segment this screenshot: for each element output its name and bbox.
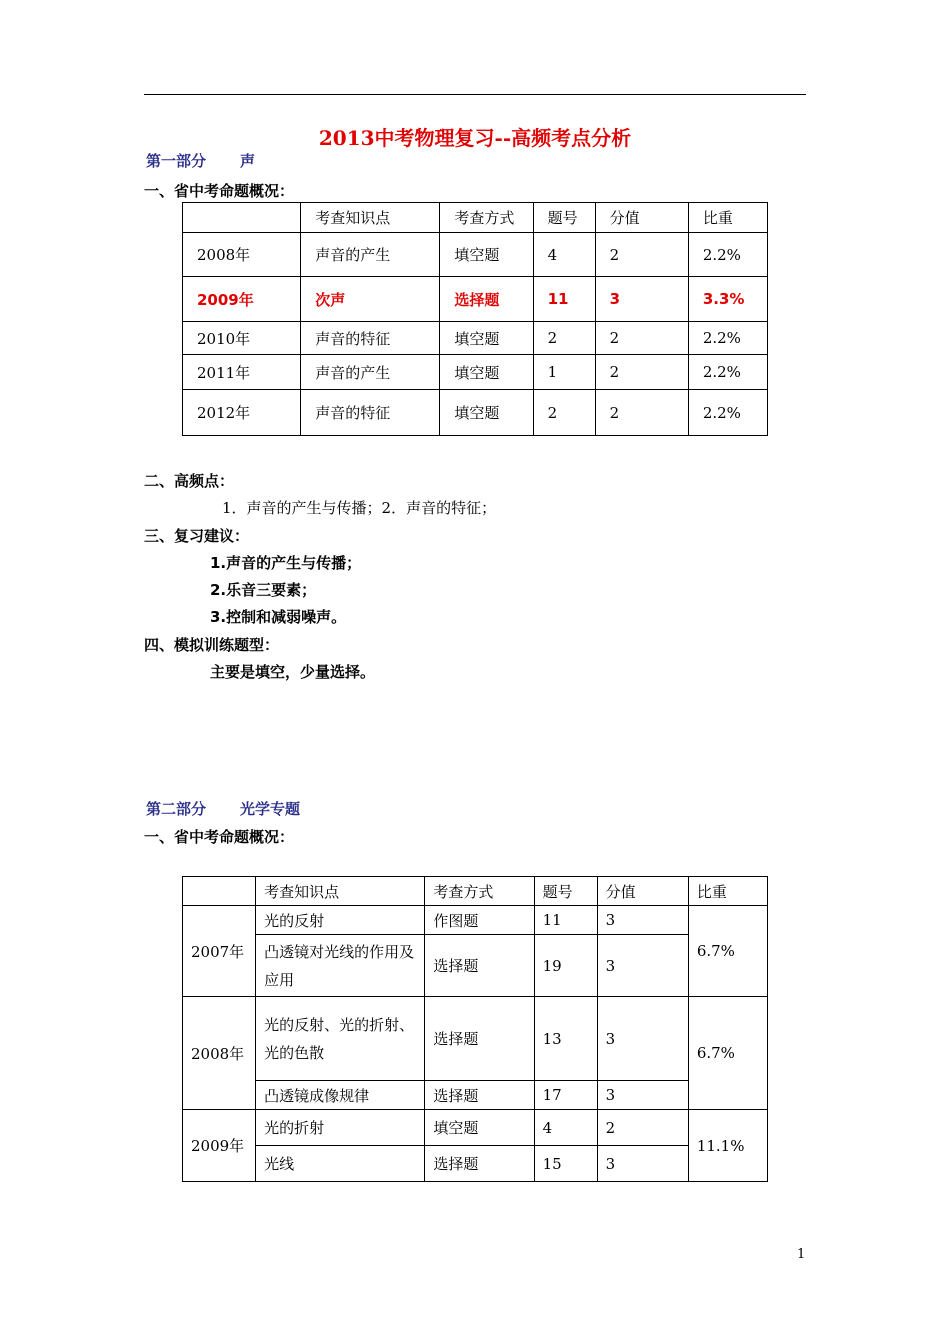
table-year-cell: 2008年 bbox=[183, 997, 256, 1110]
table-header-row bbox=[183, 877, 768, 906]
table-cell: 4 bbox=[534, 1110, 597, 1146]
table-cell: 19 bbox=[534, 935, 597, 997]
header-rule bbox=[144, 94, 806, 95]
part1-section2-heading: 二、高频点： bbox=[144, 472, 235, 490]
table-cell: 2.2% bbox=[688, 322, 767, 355]
table-cell: 填空题 bbox=[425, 1110, 534, 1146]
part1-section4-text: 主要是填空，少量选择。 bbox=[210, 663, 376, 681]
table-year-cell: 2009年 bbox=[183, 1110, 256, 1182]
table-cell: 声音的特征 bbox=[301, 390, 440, 436]
table-header-cell: 比重 bbox=[688, 877, 767, 906]
table-cell: 光线 bbox=[256, 1146, 425, 1182]
table-cell: 填空题 bbox=[440, 390, 533, 436]
table-cell: 3 bbox=[597, 935, 688, 997]
table-row bbox=[183, 390, 768, 436]
table-header-cell: 考查方式 bbox=[425, 877, 534, 906]
table-header-cell: 比重 bbox=[688, 203, 767, 233]
table-cell: 2008年 bbox=[183, 233, 301, 277]
table-cell: 1 bbox=[533, 355, 595, 390]
part2-heading-left: 第二部分 bbox=[146, 800, 207, 818]
table-cell: 2 bbox=[597, 1110, 688, 1146]
table-cell: 2012年 bbox=[183, 390, 301, 436]
table-cell: 2 bbox=[595, 390, 688, 436]
table-weight-cell: 6.7% bbox=[688, 997, 767, 1110]
page-title: 2013中考物理复习--高频考点分析 bbox=[318, 126, 632, 150]
table-cell: 11 bbox=[534, 906, 597, 935]
table-cell: 2010年 bbox=[183, 322, 301, 355]
table-cell: 次声 bbox=[301, 277, 440, 322]
table-cell: 3.3% bbox=[688, 277, 767, 322]
table-cell: 选择题 bbox=[425, 1146, 534, 1182]
table-cell: 2.2% bbox=[688, 233, 767, 277]
part1-section2-text: 1．声音的产生与传播；2．声音的特征； bbox=[222, 499, 497, 517]
table-row bbox=[183, 935, 768, 997]
table-row bbox=[183, 906, 768, 935]
table-row bbox=[183, 355, 768, 390]
table-weight-cell: 6.7% bbox=[688, 906, 767, 997]
part1-suggestion-item: 1.声音的产生与传播； bbox=[210, 554, 362, 572]
part1-section4-heading: 四、模拟训练题型： bbox=[144, 636, 280, 654]
table-year-cell: 2007年 bbox=[183, 906, 256, 997]
table-header-cell: 考查方式 bbox=[440, 203, 533, 233]
table-cell: 2 bbox=[595, 355, 688, 390]
table-cell: 声音的产生 bbox=[301, 355, 440, 390]
table-cell: 15 bbox=[534, 1146, 597, 1182]
table-row bbox=[183, 1146, 768, 1182]
table-row-highlighted bbox=[183, 277, 768, 322]
table-cell: 2 bbox=[533, 390, 595, 436]
part1-heading bbox=[146, 150, 255, 171]
table-cell: 选择题 bbox=[425, 1081, 534, 1110]
part1-heading-left: 第一部分 bbox=[146, 152, 207, 170]
part1-suggestion-item: 3.控制和减弱噪声。 bbox=[210, 608, 347, 626]
table-cell: 2011年 bbox=[183, 355, 301, 390]
table-cell: 填空题 bbox=[440, 322, 533, 355]
table-cell: 3 bbox=[597, 906, 688, 935]
table-header-cell bbox=[183, 203, 301, 233]
part1-section3-heading: 三、复习建议： bbox=[144, 527, 250, 545]
table-row bbox=[183, 233, 768, 277]
table-cell: 3 bbox=[597, 1081, 688, 1110]
part2-heading-right: 光学专题 bbox=[240, 800, 301, 818]
table-header-cell: 题号 bbox=[534, 877, 597, 906]
table-cell: 3 bbox=[597, 997, 688, 1081]
table-header-cell: 分值 bbox=[595, 203, 688, 233]
table-row bbox=[183, 1081, 768, 1110]
table-cell: 填空题 bbox=[440, 355, 533, 390]
table-row bbox=[183, 322, 768, 355]
page-number: 1 bbox=[797, 1247, 806, 1262]
table-cell: 2 bbox=[533, 322, 595, 355]
table-cell: 3 bbox=[595, 277, 688, 322]
table-cell: 作图题 bbox=[425, 906, 534, 935]
table-cell: 2 bbox=[595, 233, 688, 277]
table-cell: 填空题 bbox=[440, 233, 533, 277]
table-cell: 光的折射 bbox=[256, 1110, 425, 1146]
table-weight-cell: 11.1% bbox=[688, 1110, 767, 1182]
table-header-row bbox=[183, 203, 768, 233]
part2-heading bbox=[146, 798, 300, 819]
table-header-cell: 题号 bbox=[533, 203, 595, 233]
table-cell: 2 bbox=[595, 322, 688, 355]
table-cell: 2.2% bbox=[688, 355, 767, 390]
table-cell: 声音的产生 bbox=[301, 233, 440, 277]
table-cell: 13 bbox=[534, 997, 597, 1081]
table-cell: 凸透镜对光线的作用及应用 bbox=[256, 935, 425, 997]
table-cell: 声音的特征 bbox=[301, 322, 440, 355]
table-cell: 光的反射、光的折射、光的色散 bbox=[256, 997, 425, 1081]
part1-heading-right: 声 bbox=[240, 152, 256, 170]
table-header-cell: 分值 bbox=[597, 877, 688, 906]
table-header-cell bbox=[183, 877, 256, 906]
part1-table bbox=[182, 202, 768, 436]
table-cell: 选择题 bbox=[425, 997, 534, 1081]
part1-suggestion-item: 2.乐音三要素； bbox=[210, 581, 317, 599]
table-cell: 4 bbox=[533, 233, 595, 277]
part2-section1-heading: 一、省中考命题概况： bbox=[144, 828, 295, 846]
table-cell: 选择题 bbox=[425, 935, 534, 997]
table-cell: 17 bbox=[534, 1081, 597, 1110]
part2-table bbox=[182, 876, 768, 1182]
table-cell: 3 bbox=[597, 1146, 688, 1182]
table-cell: 选择题 bbox=[440, 277, 533, 322]
table-row bbox=[183, 1110, 768, 1146]
part1-section1-heading: 一、省中考命题概况： bbox=[144, 182, 295, 200]
table-cell: 2009年 bbox=[183, 277, 301, 322]
table-row bbox=[183, 997, 768, 1081]
table-header-cell: 考查知识点 bbox=[301, 203, 440, 233]
table-cell: 2.2% bbox=[688, 390, 767, 436]
table-cell: 光的反射 bbox=[256, 906, 425, 935]
table-header-cell: 考查知识点 bbox=[256, 877, 425, 906]
table-cell: 凸透镜成像规律 bbox=[256, 1081, 425, 1110]
table-cell: 11 bbox=[533, 277, 595, 322]
